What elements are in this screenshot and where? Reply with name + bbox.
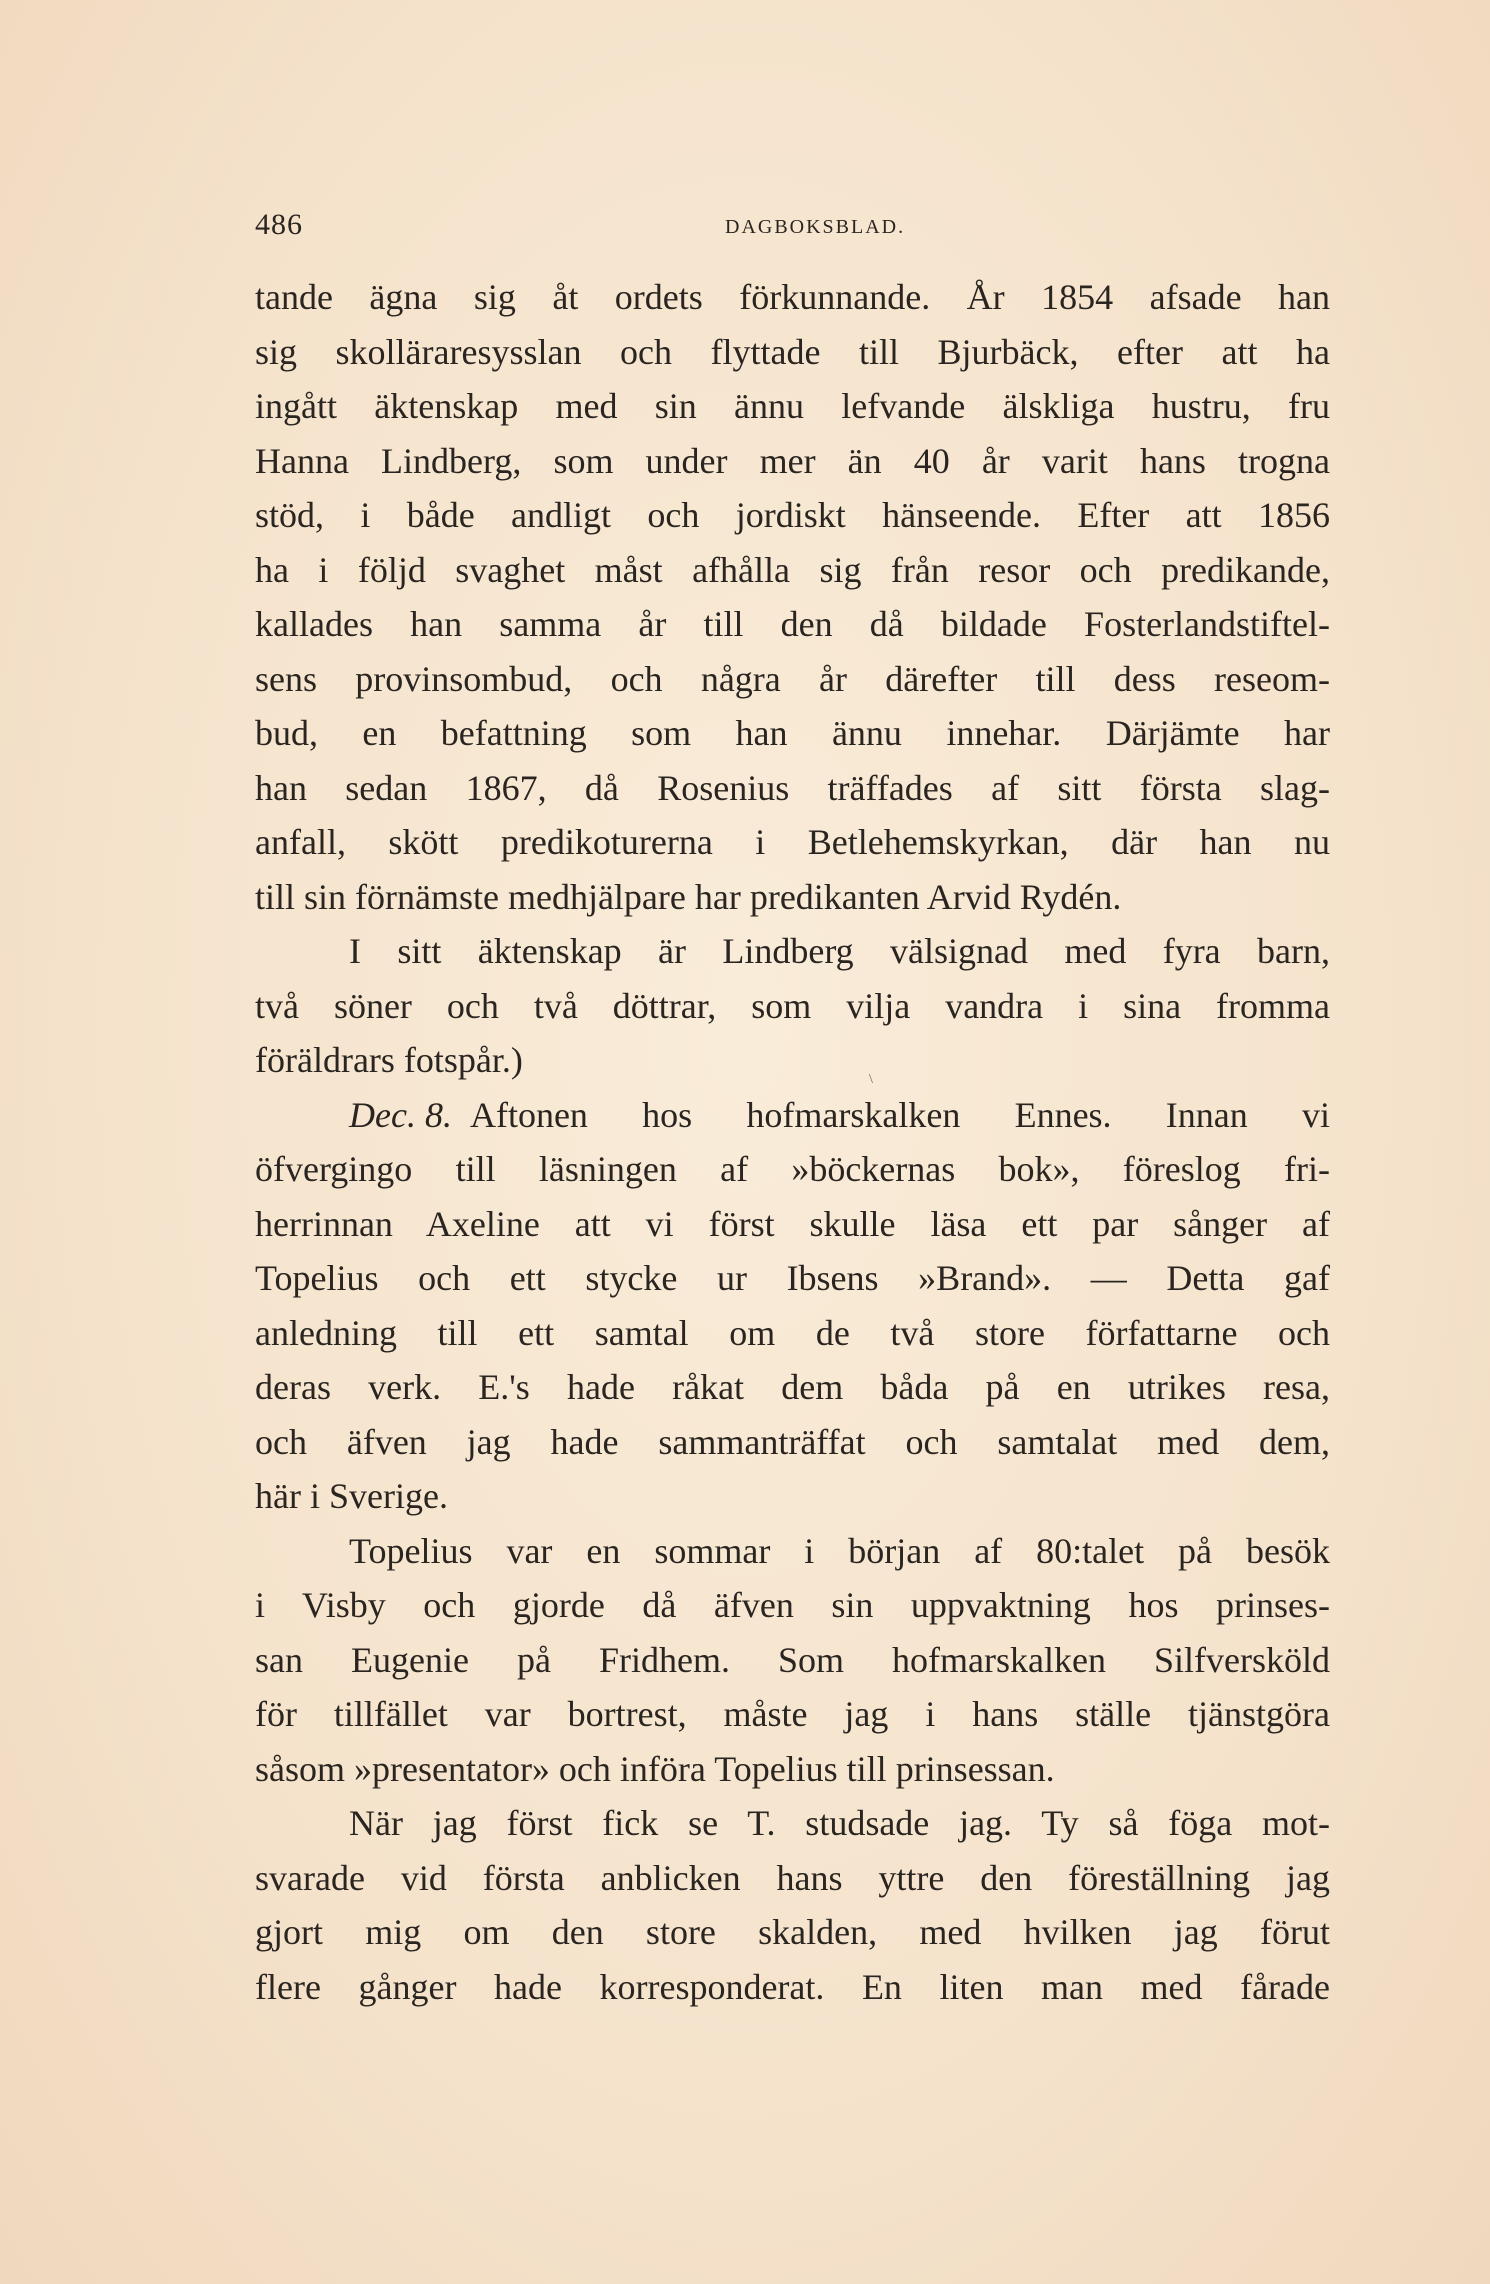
text-line: för tillfället var bortrest, måste jag i hans ställe tjänstgöra [255, 1694, 1330, 1734]
text-line: ha i följd svaghet måst afhålla sig från resor och predikande, [255, 549, 1330, 590]
text-line: stöd, i både andligt och jordiskt hänseende. Efter att 1856 [255, 495, 1330, 535]
text-line: san Eugenie på Fridhem. Som hofmarskalken Silfversköld [255, 1639, 1330, 1680]
text-line: bud, en befattning som han ännu innehar. Därjämte har [255, 713, 1330, 753]
date-month: Dec. [349, 1094, 416, 1135]
text-line: såsom »presentator» och införa Topelius till prinsessan. [255, 1748, 1055, 1789]
date-label [349, 1088, 452, 1143]
text-line: tande ägna sig åt ordets förkunnande. År 1854 afsade han [255, 277, 1330, 317]
text-line: öfvergingo till läsningen af »böckernas bok», föreslog fri- [255, 1149, 1330, 1189]
text-line: två söner och två döttrar, som vilja vandra i sina fromma [255, 985, 1330, 1026]
text-line: här i Sverige. [255, 1476, 448, 1516]
text-line: deras verk. E.'s hade råkat dem båda på en utrikes resa, [255, 1367, 1330, 1407]
text-line: herrinnan Axeline att vi först skulle läsa ett par sånger af [255, 1203, 1330, 1244]
text-line: till sin förnämste medhjälpare har predikanten Arvid Rydén. [255, 876, 1122, 917]
text-line: anfall, skött predikoturerna i Betlehemskyrkan, där han nu [255, 822, 1330, 862]
text-line: gjort mig om den store skalden, med hvilken jag förut [255, 1912, 1330, 1952]
body-text [255, 270, 1330, 2014]
text-line: Hanna Lindberg, som under mer än 40 år varit hans trogna [255, 440, 1330, 481]
text-line: Topelius var en sommar i början af 80:talet på besök [349, 1530, 1330, 1571]
text-line: kallades han samma år till den då bildade Fosterlandstiftel- [255, 604, 1330, 644]
text-line: När jag först fick se T. studsade jag. Ty så föga mot- [349, 1803, 1330, 1843]
text-line: anledning till ett samtal om de två store författarne och [255, 1312, 1330, 1353]
text-line: han sedan 1867, då Rosenius träffades af sitt första slag- [255, 767, 1330, 808]
text-line: och äfven jag hade sammanträffat och samtalat med dem, [255, 1421, 1330, 1462]
text-line: ingått äktenskap med sin ännu lefvande älskliga hustru, fru [255, 386, 1330, 426]
running-head: DAGBOKSBLAD. [725, 216, 906, 238]
text-line: i Visby och gjorde då äfven sin uppvaktning hos prinses- [255, 1585, 1330, 1625]
page-number: 486 [255, 208, 303, 241]
text-line: sig skolläraresysslan och flyttade till Bjurbäck, efter att ha [255, 331, 1330, 372]
text-line: Topelius och ett stycke ur Ibsens »Brand». — Detta gaf [255, 1258, 1330, 1298]
date-entry-line [255, 1088, 1330, 1143]
text-line: flere gånger hade korresponderat. En liten man med fårade [255, 1966, 1330, 2007]
text-line: sens provinsombud, och några år därefter till dess reseom- [255, 658, 1330, 699]
stray-print-mark: \ [869, 1072, 873, 1087]
text-line: svarade vid första anblicken hans yttre den föreställning jag [255, 1857, 1330, 1898]
text-line: I sitt äktenskap är Lindberg välsignad med fyra barn, [349, 931, 1330, 971]
date-day: 8. [424, 1094, 452, 1135]
date-entry-text: Aftonen hos hofmarskalken Ennes. Innan vi [469, 1094, 1330, 1135]
text-line: föräldrars fotspår.) [255, 1040, 523, 1080]
page-header [255, 208, 1330, 248]
